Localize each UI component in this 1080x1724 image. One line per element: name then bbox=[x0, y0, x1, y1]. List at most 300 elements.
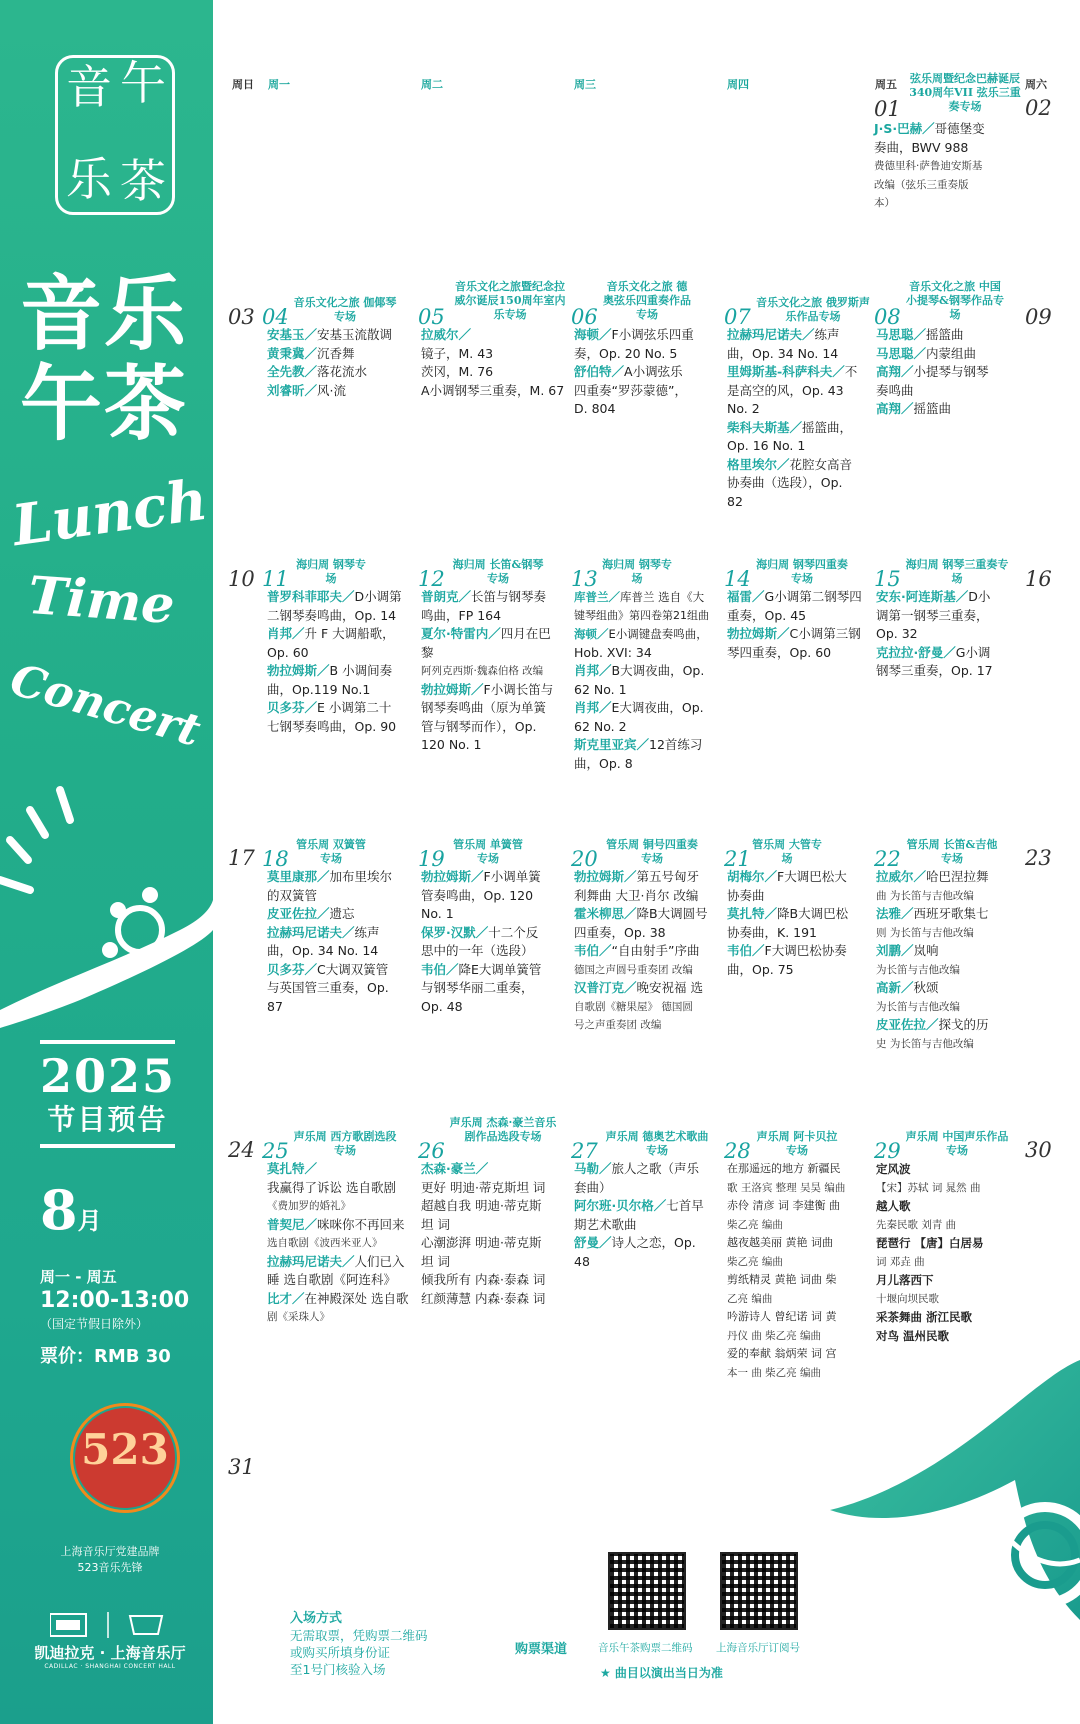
program-line: 勃拉姆斯／C小调第三钢 bbox=[727, 626, 861, 641]
composer-name: 韦伯／ bbox=[574, 943, 612, 958]
day-number: 22 bbox=[874, 847, 901, 871]
program-list bbox=[267, 588, 417, 736]
concert-title: 管乐周 单簧管专场 bbox=[453, 838, 523, 865]
ticket-qr-code[interactable] bbox=[608, 1552, 686, 1630]
violin-scroll-illustration bbox=[0, 760, 213, 1040]
program-line: 调第一钢琴三重奏， bbox=[876, 607, 989, 623]
composer-name: 夏尔·特雷内／ bbox=[421, 626, 501, 641]
program-line: 肖邦／升 F 大调船歌， bbox=[267, 626, 395, 641]
program-line: 定风波 bbox=[876, 1162, 911, 1176]
day-number: 06 bbox=[571, 305, 598, 329]
program-line: 全先教／落花流水 bbox=[267, 364, 368, 379]
weekday-mon: 周一 bbox=[268, 78, 290, 91]
program-line: No. 2 bbox=[727, 401, 760, 416]
program-line: 曲，Op. 75 bbox=[727, 961, 794, 977]
day-number: 17 bbox=[228, 846, 255, 870]
program-line: 普罗科菲耶夫／D小调第 bbox=[267, 589, 402, 604]
composer-name: 拉赫玛尼诺夫／ bbox=[267, 924, 355, 940]
program-line: 拉赫玛尼诺夫／练声 bbox=[267, 924, 380, 940]
program-list bbox=[574, 326, 724, 419]
program-line: 勃拉姆斯／F小调单簧 bbox=[421, 869, 541, 884]
program-list bbox=[876, 868, 1026, 1053]
title-line: 音乐 bbox=[20, 267, 189, 362]
composer-name: 安东·阿连斯基／ bbox=[876, 589, 969, 604]
year-box bbox=[40, 1040, 175, 1148]
program-line: 克拉拉·舒曼／G小调 bbox=[876, 644, 991, 660]
entry-info bbox=[290, 1610, 428, 1678]
composer-name: 莫里康那／ bbox=[267, 869, 330, 884]
program-line: 普契尼／咪咪你不再回来 bbox=[267, 1216, 405, 1232]
program-line: 比才／在神殿深处 选自歌 bbox=[267, 1290, 409, 1306]
composer-name: 勃拉姆斯／ bbox=[727, 626, 790, 641]
program-line: 镜子，M. 43 bbox=[421, 345, 494, 361]
program-line: 倾我所有 内森·泰森 词 bbox=[421, 1272, 546, 1287]
program-line: 勃拉姆斯／B 小调间奏 bbox=[267, 663, 393, 678]
program-line: 皮亚佐拉／探戈的历 bbox=[876, 1017, 989, 1032]
composer-name: 柴科夫斯基／ bbox=[727, 419, 803, 435]
composer-name: 黄秉冀／ bbox=[267, 345, 318, 361]
composer-name: 普朗克／ bbox=[421, 589, 472, 604]
program-line: 普朗克／长笛与钢琴奏 bbox=[421, 589, 547, 604]
brand-line: 523音乐先锋 bbox=[77, 1561, 143, 1574]
program-list bbox=[574, 588, 726, 773]
composer-name: 格里埃尔／ bbox=[727, 456, 790, 472]
concert-title: 海归周 钢琴专场 bbox=[602, 558, 672, 585]
program-line: 月儿落西下 bbox=[876, 1273, 934, 1287]
composer-name: 高翔／ bbox=[876, 401, 914, 416]
program-line: 肖邦／B大调夜曲，Op. bbox=[574, 663, 705, 678]
program-line: 曲 为长笛与吉他改编 bbox=[876, 889, 974, 902]
logo-char: 乐 bbox=[66, 152, 112, 206]
program-line: 期艺术歌曲 bbox=[574, 1216, 637, 1232]
program-line: 协奏曲，K. 191 bbox=[727, 924, 818, 940]
day-number: 25 bbox=[262, 1139, 289, 1163]
program-line: 则 为长笛与吉他改编 bbox=[876, 926, 974, 939]
program-line: 坦 词 bbox=[421, 1253, 450, 1269]
program-line: 曲，Op. 8 bbox=[574, 755, 633, 771]
program-line: 拉威尔／哈巴涅拉舞 bbox=[876, 869, 989, 884]
composer-name: 法雅／ bbox=[876, 906, 914, 921]
schedule-days: 周一 - 周五 bbox=[40, 1268, 117, 1286]
program-line: 是高空的风，Op. 43 bbox=[727, 382, 844, 398]
composer-name: 舒曼／ bbox=[574, 1235, 612, 1250]
program-list bbox=[421, 868, 571, 1016]
program-line: 格里埃尔／花腔女高音 bbox=[727, 456, 853, 472]
weekday-wed: 周三 bbox=[574, 78, 596, 91]
program-preview-label: 节目预告 bbox=[47, 1103, 168, 1136]
program-line: 采茶舞曲 浙江民歌 bbox=[876, 1310, 973, 1324]
program-line: 黎 bbox=[421, 644, 434, 660]
program-line: 思中的一年（选段） bbox=[421, 943, 534, 958]
program-line bbox=[421, 326, 576, 345]
concert-title: 音乐文化之旅 伽倻琴专场 bbox=[293, 296, 397, 323]
concert-title: 管乐周 大管专场 bbox=[752, 838, 822, 865]
program-line: 拉赫玛尼诺夫／人们已入 bbox=[267, 1253, 405, 1269]
day-number: 07 bbox=[724, 305, 751, 329]
concert-title: 海归周 钢琴专场 bbox=[296, 558, 366, 585]
composer-name: 肖邦／ bbox=[267, 626, 305, 641]
day-number: 16 bbox=[1025, 567, 1052, 591]
subscription-qr-caption: 上海音乐厅订阅号 bbox=[716, 1642, 800, 1654]
program-line: A小调钢琴三重奏，M. 67 bbox=[421, 382, 565, 398]
program-line: 里姆斯基-科萨科夫／不 bbox=[727, 364, 858, 379]
program-line: 红颜薄慧 内森·泰森 词 bbox=[421, 1290, 546, 1306]
program-line: 茨冈，M. 76 bbox=[421, 364, 494, 379]
schedule-info bbox=[40, 1266, 210, 1368]
composer-name: 勃拉姆斯／ bbox=[421, 681, 484, 697]
program-list bbox=[727, 1160, 877, 1382]
program-line: 本一 曲 柴乙亮 编曲 bbox=[727, 1366, 822, 1379]
program-line: 夏尔·特雷内／四月在巴 bbox=[421, 626, 551, 641]
program-line: 阿列克西斯·魏森伯格 改编 bbox=[421, 665, 544, 677]
program-line: 黄秉冀／沉香舞 bbox=[267, 345, 355, 361]
program-list bbox=[574, 1160, 726, 1271]
emblem-number: 523 bbox=[81, 1425, 169, 1474]
weekday-sun: 周日 bbox=[232, 78, 254, 91]
day-number: 08 bbox=[874, 305, 901, 329]
program-line: 莫里康那／加布里埃尔 bbox=[267, 869, 393, 884]
program-line: 更好 明迪·蒂克斯坦 词 bbox=[421, 1179, 546, 1195]
program-line: 为长笛与吉他改编 bbox=[876, 963, 960, 976]
ticket-price: 票价：RMB 30 bbox=[40, 1346, 171, 1367]
program-line: 马勒／旅人之歌（声乐 bbox=[574, 1161, 700, 1176]
program-line: 的双簧管 bbox=[267, 887, 318, 903]
program-line: 琴四重奏，Op. 60 bbox=[727, 644, 832, 660]
ticket-qr-caption: 音乐午茶购票二维码 bbox=[598, 1642, 693, 1654]
composer-name: 海顿／ bbox=[574, 627, 609, 641]
program-line: 高翔／摇篮曲 bbox=[876, 401, 952, 416]
composer-name: 库普兰／ bbox=[574, 590, 620, 604]
day-number: 24 bbox=[228, 1138, 255, 1162]
program-line: 霍米柳思／降B大调圆号 bbox=[574, 906, 708, 921]
program-line: 胡梅尔／F大调巴松大 bbox=[727, 869, 847, 884]
program-line: 管与钢琴而作），Op. bbox=[421, 718, 537, 734]
program-line: 保罗·汉默／十二个反 bbox=[421, 924, 539, 940]
program-line: 乙亮 编曲 bbox=[727, 1292, 773, 1305]
day-number: 11 bbox=[262, 567, 289, 591]
program-line: 韦伯／降E大调单簧管 bbox=[421, 961, 542, 977]
program-line: 管奏鸣曲，Op. 120 bbox=[421, 887, 534, 903]
day-number: 18 bbox=[262, 847, 289, 871]
program-line: 韦伯／F大调巴松协奏 bbox=[727, 943, 847, 958]
day-number: 31 bbox=[228, 1455, 255, 1479]
entry-line: 无需取票，凭购票二维码 bbox=[290, 1628, 428, 1643]
program-line: 协奏曲 bbox=[727, 887, 765, 903]
program-line: 利舞曲 大卫·肖尔 改编 bbox=[574, 887, 699, 903]
composer-name: 莫扎特／ bbox=[267, 1161, 318, 1176]
program-line: 皮亚佐拉／遗忘 bbox=[267, 906, 355, 921]
logo-char: 音 bbox=[66, 60, 112, 114]
program-line: 法雅／西班牙歌集七 bbox=[876, 906, 989, 921]
composer-name: 刘睿昕／ bbox=[267, 382, 318, 398]
program-line: 号之声重奏团 改编 bbox=[574, 1019, 662, 1031]
title-en-concert: Concert bbox=[4, 654, 206, 757]
program-line: 曲，Op.119 No.1 bbox=[267, 681, 371, 697]
program-line: 德国之声圆号重奏团 改编 bbox=[574, 963, 693, 976]
program-line: 七钢琴奏鸣曲，Op. 90 bbox=[267, 718, 397, 734]
program-line: 键琴组曲》第四卷第21组曲 bbox=[574, 608, 709, 622]
program-line: 坦 词 bbox=[421, 1216, 450, 1232]
composer-name: 勃拉姆斯／ bbox=[267, 663, 330, 678]
program-line: 《费加罗的婚礼》 bbox=[267, 1200, 351, 1212]
sidebar-panel bbox=[0, 0, 213, 1724]
composer-name: J·S·巴赫／ bbox=[874, 121, 935, 136]
entry-line: 或购买所填身份证 bbox=[290, 1645, 391, 1660]
program-line: 在那遥远的地方 新疆民 bbox=[727, 1162, 841, 1175]
program-line: 与英国管三重奏，Op. bbox=[267, 980, 389, 995]
program-line: 剧《采珠人》 bbox=[267, 1311, 330, 1323]
composer-name: 比才／ bbox=[267, 1290, 305, 1306]
composer-name: 高新／ bbox=[876, 980, 914, 995]
composer-name: 普契尼／ bbox=[267, 1216, 318, 1232]
day-number: 13 bbox=[571, 567, 598, 591]
program-line: Hob. XVI: 34 bbox=[574, 644, 652, 660]
day-number: 26 bbox=[418, 1139, 445, 1163]
day-number: 03 bbox=[228, 305, 255, 329]
program-line: 心潮澎湃 明迪·蒂克斯 bbox=[421, 1235, 542, 1250]
day-number: 21 bbox=[724, 847, 751, 871]
composer-name: 安基玉／ bbox=[267, 327, 318, 342]
logo-char: 茶 bbox=[120, 154, 166, 208]
program-line: 马思聪／摇篮曲 bbox=[876, 327, 964, 342]
program-list bbox=[876, 588, 1026, 681]
program-line: 刘睿昕／风·流 bbox=[267, 382, 346, 398]
program-line: Op. 16 No. 1 bbox=[727, 438, 806, 453]
day-number: 04 bbox=[262, 305, 289, 329]
day-number: 05 bbox=[418, 305, 445, 329]
program-line: 柴科夫斯基／摇篮曲， bbox=[727, 419, 853, 435]
program-line: 琵琶行 【唐】白居易 bbox=[876, 1236, 984, 1250]
composer-name: 拉威尔／ bbox=[421, 327, 472, 342]
purchase-channel-label: 购票渠道 bbox=[515, 1642, 568, 1657]
concert-title: 音乐文化之旅 德奥弦乐四重奏作品专场 bbox=[603, 280, 691, 321]
program-line: 【宋】苏轼 词 晁然 曲 bbox=[876, 1181, 981, 1194]
concert-title: 声乐周 中国声乐作品专场 bbox=[905, 1130, 1009, 1157]
program-line: 汉普汀克／晚安祝福 选 bbox=[574, 980, 703, 995]
concert-title: 音乐文化之旅 俄罗斯声乐作品专场 bbox=[756, 296, 870, 323]
composer-name: 拉赫玛尼诺夫／ bbox=[727, 327, 815, 342]
program-line: 四重奏“罗莎蒙德”， bbox=[574, 382, 687, 398]
composer-name: 高翔／ bbox=[876, 364, 914, 379]
program-line bbox=[267, 1160, 417, 1179]
concert-title: 弦乐周暨纪念巴赫诞辰340周年VII 弦乐三重奏专场 bbox=[909, 72, 1021, 113]
program-line: 钢琴奏鸣曲（原为单簧 bbox=[421, 700, 547, 715]
program-line: 赤伶 清彦 词 李建衡 曲 bbox=[727, 1199, 840, 1212]
entry-title: 入场方式 bbox=[290, 1611, 343, 1626]
program-list bbox=[876, 326, 1026, 419]
composer-name: 海顿／ bbox=[574, 327, 612, 342]
month-number: 8 bbox=[40, 1178, 78, 1242]
program-line: 安基玉／安基玉流散调 bbox=[267, 327, 393, 342]
program-line: 安东·阿连斯基／D小 bbox=[876, 589, 991, 604]
composer-name: 斯克里亚宾／ bbox=[574, 737, 650, 752]
program-line: 超越自我 明迪·蒂克斯 bbox=[421, 1198, 542, 1213]
composer-name: 杰森·豪兰／ bbox=[421, 1161, 489, 1176]
program-line: 阿尔班·贝尔格／七首早 bbox=[574, 1198, 704, 1213]
program-line: 拉赫玛尼诺夫／练声 bbox=[727, 327, 840, 342]
weekday-fri: 周五 bbox=[875, 78, 897, 91]
concert-title: 声乐周 西方歌剧选段专场 bbox=[293, 1130, 397, 1157]
program-line: 82 bbox=[727, 493, 743, 509]
composer-name: 全先教／ bbox=[267, 364, 318, 379]
concert-title: 管乐周 长笛&吉他专场 bbox=[906, 838, 998, 865]
concert-title: 音乐文化之旅暨纪念拉威尔诞辰150周年室内乐专场 bbox=[454, 280, 566, 321]
program-line: 贝多芬／E 小调第二十 bbox=[267, 700, 392, 715]
composer-name: 马思聪／ bbox=[876, 345, 927, 361]
day-number: 20 bbox=[571, 847, 598, 871]
program-line: 舒曼／诗人之恋，Op. bbox=[574, 1235, 696, 1250]
sponsor-name: 凯迪拉克 · 上海音乐厅 bbox=[34, 1644, 186, 1662]
program-line: J·S·巴赫／哥德堡变 bbox=[874, 121, 985, 136]
composer-name: 舒伯特／ bbox=[574, 364, 625, 379]
concert-title: 管乐周 铜号四重奏专场 bbox=[606, 838, 698, 865]
concert-title: 海归周 钢琴三重奏专场 bbox=[905, 558, 1009, 585]
program-line: 柴乙亮 编曲 bbox=[727, 1255, 783, 1268]
day-number: 10 bbox=[228, 567, 255, 591]
program-line: 自歌剧《糖果屋》 德国圆 bbox=[574, 1000, 693, 1013]
program-line: 62 No. 1 bbox=[574, 681, 627, 697]
program-line: 斯克里亚宾／12首练习 bbox=[574, 737, 703, 752]
day-number: 14 bbox=[724, 567, 751, 591]
composer-name: 拉赫玛尼诺夫／ bbox=[267, 1253, 355, 1269]
composer-name: 克拉拉·舒曼／ bbox=[876, 644, 956, 660]
composer-name: 保罗·汉默／ bbox=[421, 924, 489, 940]
program-line: 勃拉姆斯／第五号匈牙 bbox=[574, 869, 700, 884]
program-list bbox=[421, 588, 571, 755]
program-line: 钢琴三重奏，Op. 17 bbox=[876, 663, 993, 678]
program-line: 曲，Op. 34 No. 14 bbox=[267, 943, 379, 958]
composer-name: 刘鹏／ bbox=[876, 943, 914, 958]
program-line: Op. 32 bbox=[876, 626, 918, 641]
weekday-thu: 周四 bbox=[727, 78, 749, 91]
program-line: 我赢得了诉讼 选自歌剧 bbox=[267, 1179, 396, 1195]
program-line: 剪纸精灵 黄艳 词曲 柴 bbox=[727, 1273, 837, 1286]
program-line: 奏鸣曲 bbox=[876, 382, 914, 398]
program-line: 十堰向坝民歌 bbox=[876, 1292, 939, 1305]
program-note: ★ 曲目以演出当日为准 bbox=[600, 1666, 723, 1680]
day-number: 19 bbox=[418, 847, 445, 871]
program-line: 四重奏，Op. 38 bbox=[574, 924, 666, 940]
program-line: 马思聪／内蒙组曲 bbox=[876, 345, 977, 361]
day-number: 01 bbox=[874, 97, 901, 121]
composer-name: 韦伯／ bbox=[727, 943, 765, 958]
concert-title: 声乐周 阿卡贝拉专场 bbox=[756, 1130, 838, 1157]
program-list bbox=[267, 1160, 417, 1327]
composer-name: 贝多芬／ bbox=[267, 961, 318, 977]
subscription-qr-code[interactable] bbox=[720, 1552, 798, 1630]
concert-title: 声乐周 德奥艺术歌曲专场 bbox=[605, 1130, 709, 1157]
weekday-sat: 周六 bbox=[1025, 78, 1047, 91]
day-number: 15 bbox=[874, 567, 901, 591]
program-line: 柴乙亮 编曲 bbox=[727, 1218, 783, 1231]
program-line: 词 邓垚 曲 bbox=[876, 1255, 925, 1268]
program-line: 曲，Op. 34 No. 14 bbox=[727, 345, 839, 361]
day-number: 02 bbox=[1025, 96, 1052, 120]
program-line: 重奏，Op. 45 bbox=[727, 607, 807, 623]
month-unit: 月 bbox=[77, 1207, 102, 1235]
composer-name: 肖邦／ bbox=[574, 700, 612, 715]
program-list bbox=[574, 868, 726, 1035]
program-line: 对鸟 温州民歌 bbox=[876, 1328, 950, 1343]
day-number: 23 bbox=[1025, 846, 1052, 870]
music-tea-logo bbox=[55, 55, 175, 215]
program-line: 睡 选自歌剧《阿连科》 bbox=[267, 1272, 396, 1287]
program-line: No. 1 bbox=[421, 906, 454, 921]
day-number: 28 bbox=[724, 1139, 751, 1163]
program-list bbox=[421, 1160, 571, 1308]
program-line: 87 bbox=[267, 998, 283, 1014]
program-line: 越夜越美丽 黄艳 词曲 bbox=[727, 1236, 833, 1249]
program-line: 鸣曲，FP 164 bbox=[421, 607, 502, 623]
program-line: 协奏曲（选段），Op. bbox=[727, 475, 843, 490]
program-line: 丹仪 曲 柴乙亮 编曲 bbox=[727, 1329, 822, 1342]
composer-name: 阿尔班·贝尔格／ bbox=[574, 1198, 667, 1213]
program-line: 二钢琴奏鸣曲，Op. 14 bbox=[267, 607, 397, 623]
program-line: 奏，Op. 20 No. 5 bbox=[574, 345, 678, 361]
program-line: 选自歌剧《波西米亚人》 bbox=[267, 1237, 383, 1249]
program-line: 勃拉姆斯／F小调长笛与 bbox=[421, 681, 554, 697]
program-list bbox=[267, 326, 417, 400]
program-line: 高翔／小提琴与钢琴 bbox=[876, 364, 989, 379]
program-line: 韦伯／“自由射手”序曲 bbox=[574, 943, 700, 958]
concert-title: 海归周 钢琴四重奏专场 bbox=[756, 558, 848, 585]
program-line: 先秦民歌 刘青 曲 bbox=[876, 1218, 957, 1231]
brand-sub bbox=[20, 1544, 200, 1576]
concert-title: 声乐周 杰森·豪兰音乐剧作品选段专场 bbox=[449, 1116, 557, 1143]
program-line: 高新／秋颂 bbox=[876, 980, 939, 995]
program-line: 库普兰／库普兰 选自《大 bbox=[574, 590, 705, 604]
program-line: 奏曲，BWV 988 bbox=[874, 139, 969, 155]
day-number: 30 bbox=[1025, 1138, 1052, 1162]
concert-title: 海归周 长笛&钢琴专场 bbox=[452, 558, 544, 585]
day-number: 29 bbox=[874, 1139, 901, 1163]
program-list bbox=[876, 1160, 1026, 1345]
composer-name: 福雷／ bbox=[727, 589, 765, 604]
concert-title: 音乐文化之旅 中国小提琴&钢琴作品专场 bbox=[906, 280, 1004, 321]
program-line: Op. 48 bbox=[421, 998, 463, 1014]
logo-char: 午 bbox=[120, 56, 166, 110]
entry-line: 至1号门核验入场 bbox=[290, 1662, 386, 1677]
day-number: 12 bbox=[418, 567, 445, 591]
schedule-time: 12:00-13:00 bbox=[40, 1288, 190, 1313]
program-line: 刘鹏／岚响 bbox=[876, 943, 939, 958]
composer-name: 皮亚佐拉／ bbox=[267, 906, 330, 921]
program-line: 本） bbox=[874, 197, 895, 209]
program-line: 肖邦／E大调夜曲，Op. bbox=[574, 700, 704, 715]
event-title-cn bbox=[20, 267, 210, 452]
composer-name: 韦伯／ bbox=[421, 961, 459, 977]
concert-title: 管乐周 双簧管专场 bbox=[296, 838, 366, 865]
program-list bbox=[727, 588, 877, 662]
composer-name: 马勒／ bbox=[574, 1161, 612, 1176]
sponsor-name-en: CADILLAC · SHANGHAI CONCERT HALL bbox=[44, 1663, 176, 1670]
program-line: D. 804 bbox=[574, 401, 616, 416]
holiday-note: （国定节假日除外） bbox=[40, 1317, 149, 1331]
program-line: Op. 60 bbox=[267, 644, 309, 660]
composer-name: 皮亚佐拉／ bbox=[876, 1017, 939, 1032]
program-list bbox=[727, 868, 877, 979]
weekday-tue: 周二 bbox=[421, 78, 443, 91]
program-line: 史 为长笛与吉他改编 bbox=[876, 1037, 974, 1050]
title-line: 午茶 bbox=[20, 357, 189, 452]
composer-name: 勃拉姆斯／ bbox=[421, 869, 484, 884]
composer-name: 马思聪／ bbox=[876, 327, 927, 342]
composer-name: 肖邦／ bbox=[574, 663, 612, 678]
program-list bbox=[267, 868, 417, 1016]
french-horn-illustration bbox=[830, 1360, 1080, 1620]
program-line: 海顿／F小调弦乐四重 bbox=[574, 327, 694, 342]
program-line: 为长笛与吉他改编 bbox=[876, 1000, 960, 1013]
